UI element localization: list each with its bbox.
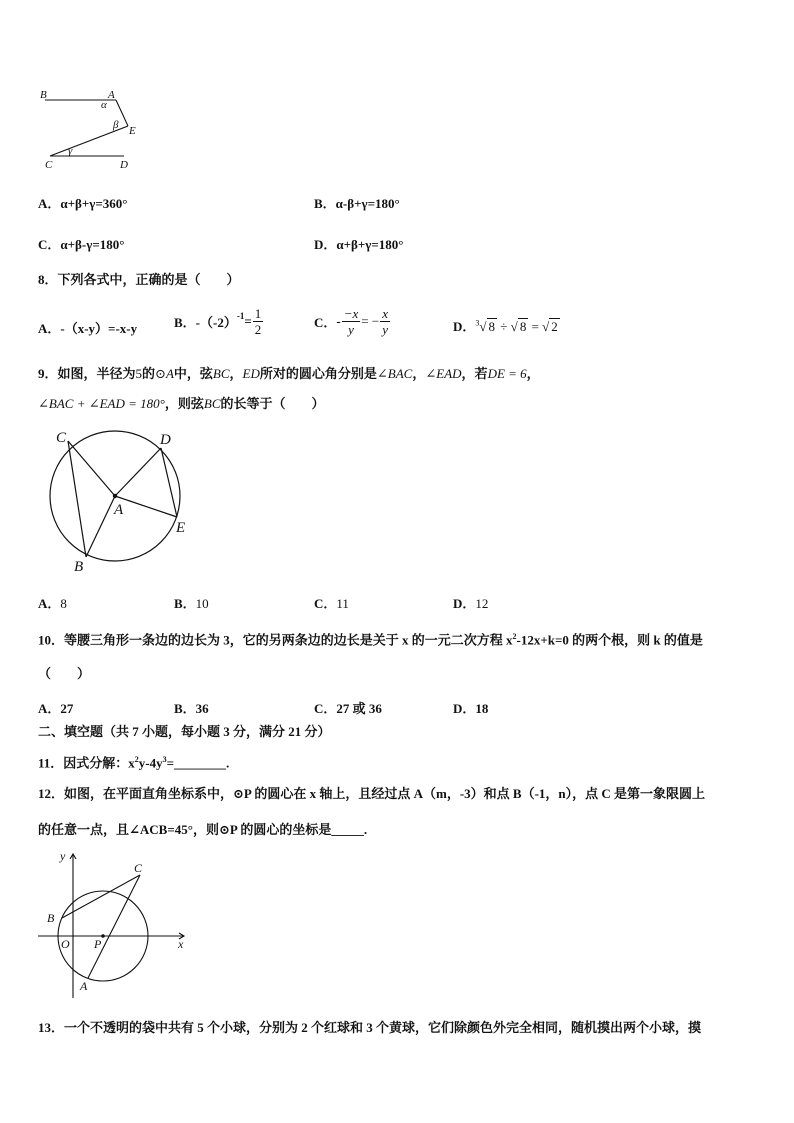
fraction-one-half: $\frac{1}{2}$	[254, 306, 262, 337]
q8-option-a[interactable]: A．-（x-y）=-x-y	[38, 321, 138, 336]
q12-stem-line1: 12．如图，在平面直角坐标系中，⊙P 的圆心在 x 轴上，且经过点 A（m，-3）和点 B（-1，n），点 C 是第一象限圆上	[38, 786, 706, 801]
q7-option-a[interactable]: A．α+β+γ=360°	[38, 196, 128, 211]
center-p-point	[101, 934, 105, 938]
q8-option-c[interactable]: C．- $\frac{-x}{y}$ = − $\frac{x}{y}$	[314, 306, 388, 337]
radius-ad	[115, 448, 161, 496]
label-d: D	[120, 159, 128, 171]
label-c: C	[134, 861, 143, 875]
q10-option-b[interactable]: B．36	[174, 701, 209, 716]
q11-stem: 11．因式分解：$x^2y-4y^3=\_\_\_\_\_\_\_\_$.	[38, 755, 230, 771]
q9-option-a[interactable]: A．8	[38, 596, 67, 611]
label-e: E	[176, 520, 186, 536]
q9-stem-line1: 9．如图，半径为5的⊙A中，弦BC，ED所对的圆心角分别是∠BAC，∠EAD，若DE = 6，	[38, 366, 540, 381]
label-b: B	[74, 559, 84, 574]
label-a: A	[114, 502, 124, 518]
q9-option-b[interactable]: B．10	[174, 596, 209, 611]
figure-circle-chords	[44, 426, 194, 574]
label-c: C	[56, 430, 67, 446]
q9-stem-line2: ∠BAC + ∠EAD = 180°，则弦BC的长等于（ ）	[38, 396, 325, 411]
chord-ca	[88, 875, 140, 978]
fraction-neg-x-over-y: $\frac{-x}{y}$	[343, 306, 359, 337]
q8-stem: 8．下列各式中，正确的是（ ）	[38, 272, 240, 287]
label-b: B	[40, 89, 47, 101]
q8-option-b[interactable]: B．$-(-2)^{-1}=$ $\frac{1}{2}$	[174, 306, 262, 337]
radius-ab	[86, 496, 115, 557]
q9-option-c[interactable]: C．11	[314, 596, 349, 611]
section-fill-in-title: 二、填空题（共 7 小题，每小题 3 分，满分 21 分）	[38, 724, 331, 739]
q7-option-c[interactable]: C．α+β-γ=180°	[38, 237, 125, 252]
q12-stem-line2: 的任意一点，且∠ACB=45°，则⊙P 的圆心的坐标是_____.	[38, 822, 368, 837]
label-c: C	[45, 159, 53, 171]
q10-option-a[interactable]: A．27	[38, 701, 74, 716]
label-b: B	[47, 911, 55, 925]
q13-stem-line1: 13．一个不透明的袋中共有 5 个小球，分别为 2 个红球和 3 个黄球，它们除颜色外完全相同，随机摸出两个小球，摸	[38, 1020, 702, 1035]
q8-option-d[interactable]: D．$^3$√ 8 ÷ √ 8 = √ 2	[453, 318, 558, 334]
label-alpha: α	[101, 99, 107, 111]
label-d: D	[160, 432, 171, 448]
label-beta: β	[113, 119, 119, 131]
q7-option-b[interactable]: B．α-β+γ=180°	[314, 196, 400, 211]
q10-stem-line2: （ ）	[38, 666, 91, 681]
label-a: A	[80, 979, 88, 993]
label-e: E	[129, 125, 136, 137]
chord-bc	[62, 875, 140, 918]
center-point	[113, 494, 117, 498]
label-o: O	[61, 937, 70, 951]
label-p: P	[94, 937, 102, 951]
label-y: y	[60, 849, 66, 863]
chord-de	[161, 448, 177, 517]
q10-option-c[interactable]: C．27 或 36	[314, 701, 382, 716]
label-a: A	[108, 89, 115, 101]
label-gamma: γ	[68, 145, 73, 157]
q10-stem-line1: 10．等腰三角形一条边的边长为 3，它的另两条边的边长是关于 x 的一元二次方程 $x^2-12x+k=0$ 的两个根，则 k 的值是	[38, 632, 703, 648]
q7-option-d[interactable]: D．α+β+γ=180°	[314, 237, 404, 252]
q9-option-d[interactable]: D．12	[453, 596, 489, 611]
fraction-x-over-y: $\frac{x}{y}$	[382, 306, 388, 337]
figure-coordinate-circle	[36, 846, 196, 1002]
label-x: x	[178, 937, 184, 951]
radius-ae	[115, 496, 177, 517]
figure-parallel-lines	[38, 86, 148, 172]
q10-option-d[interactable]: D．18	[453, 701, 489, 716]
